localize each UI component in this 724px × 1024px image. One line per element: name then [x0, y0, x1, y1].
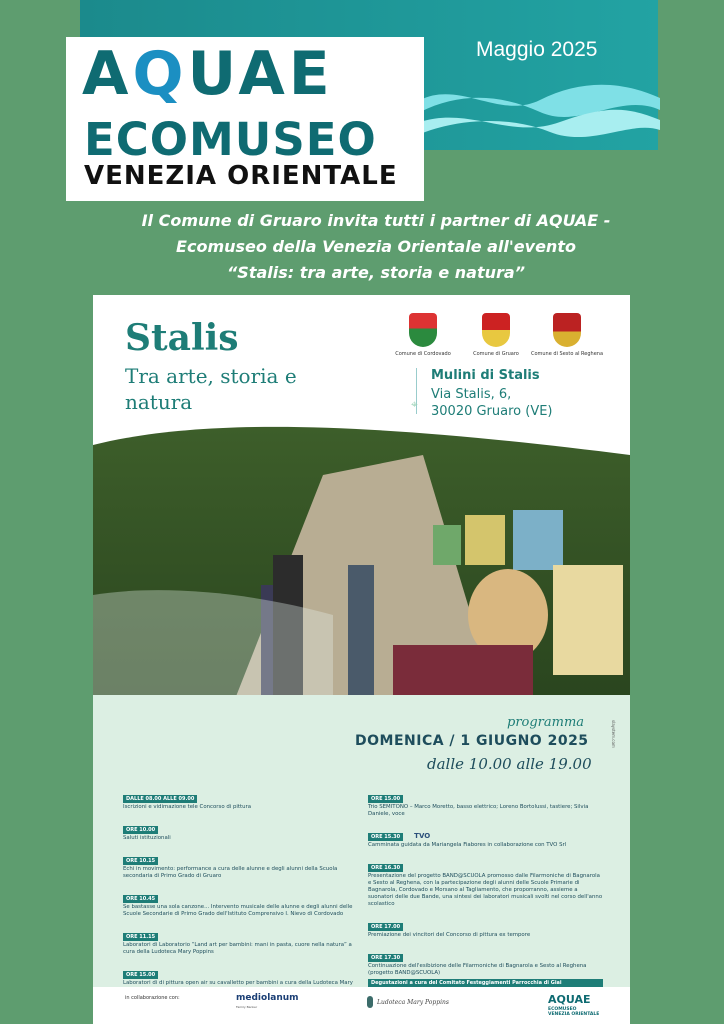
programme-item [123, 923, 363, 956]
programme-desc: Laboratori di di pittura open air su cavalletto per bambini a cura della Ludoteca Mary [123, 980, 353, 986]
poster-title: Stalis [125, 317, 239, 359]
programme-desc: Se bastasse una sola canzone... Intervento musicale delle alunne e degli alunni delle Scuole Secondarie di Primo Grado dell'Istituto Comprensivo I. Nievo di Cordovado [123, 904, 353, 917]
programme-desc: Iscrizioni e vidimazione tele Concorso di pittura [123, 804, 252, 810]
programme-time: ORE 17.30 [368, 954, 403, 962]
crest-label-sesto: Comune di Sesto al Reghena [530, 351, 604, 357]
logo-aquae-text: AQUAE [82, 39, 334, 109]
design-credit: slaystem.com [611, 720, 616, 748]
programme-item [368, 944, 603, 987]
programme-desc: Echi in movimento: performance a cura delle alunne e degli alunni della Scuola secondaria di Primo Grado di Gruaro [123, 866, 338, 879]
programme-item [368, 913, 603, 939]
umbrella-icon [367, 996, 373, 1008]
programme-desc: Presentazione del progetto BAND@SCUOLA promosso dalle Filarmoniche di Bagnarola e Sesto al Reghena, con la partecipazione degli alunni delle Scuole Primarie di Bagnarola, Cordovado e Morsano al Tagliamento, che proporranno, assieme a suonatori delle due Bande, una sintesi dei laboratori musicali svolti nel corso dell'anno scolastico [368, 873, 603, 907]
programme-time: ORE 16.30 [368, 864, 403, 872]
programme-time: ORE 11.15 [123, 933, 158, 941]
crest-label-cordovado: Comune di Cordovado [395, 351, 451, 357]
programme-time: ORE 10.45 [123, 895, 158, 903]
collab-label: in collaborazione con: [125, 995, 180, 1001]
sponsor-mediolanum-sub: Family Banker [236, 1005, 258, 1009]
programme-item [368, 785, 603, 818]
wave-decoration [420, 70, 660, 150]
crest-cordovado-icon [409, 313, 437, 347]
event-date: DOMENICA / 1 GIUGNO 2025 [355, 733, 589, 749]
crest-gruaro-icon [482, 313, 510, 347]
event-hours: dalle 10.00 alle 19.00 [427, 755, 592, 773]
venue-address-line-2: 30020 Gruaro (VE) [431, 404, 553, 419]
closing-banner: Degustazioni a cura del Comitato Festeggiamenti Parrocchia di Giai [368, 979, 603, 987]
programme-item [123, 885, 363, 918]
intro-line-3: “Stalis: tra arte, storia e natura” [226, 263, 526, 282]
programme-time: ORE 10.15 [123, 857, 158, 865]
programme-time: ORE 15.00 [368, 795, 403, 803]
sponsor-aquae-sub-2: VENEZIA ORIENTALE [548, 1012, 600, 1017]
programme-item [123, 785, 363, 811]
crest-label-gruaro: Comune di Gruaro [473, 351, 519, 357]
programme-desc: Premiazione dei vincitori del Concorso di pittura ex tempore [368, 932, 531, 938]
crest-sesto-icon [553, 313, 581, 347]
programme-right-column [368, 785, 603, 992]
programme-desc: Laboratori di Laboratorio “Land art per bambini: mani in pasta, cuore nella natura” a cura della Ludoteca Mary Poppins [123, 942, 352, 955]
programme-item [368, 823, 603, 849]
sponsor-aquae-sub [548, 1007, 599, 1017]
programme-time: ORE 10.00 [123, 826, 158, 834]
event-poster [93, 295, 630, 1024]
location-pin-icon: ⌖ [411, 397, 418, 411]
programme-item [368, 854, 603, 908]
programme-heading: programma [507, 715, 585, 730]
programme-desc: Trio SEMITONO – Marco Moretto, basso elettrico; Loreno Bortolussi, tastiere; Silvia Daniele, voce [368, 804, 589, 817]
programme-item [123, 816, 363, 842]
programme-time: ORE 15.30 [368, 833, 403, 841]
intro-text [66, 208, 686, 286]
sponsor-aquae: AQUAE [548, 993, 591, 1006]
sponsor-mediolanum: mediolanum [236, 993, 299, 1003]
issue-date: Maggio 2025 [476, 38, 598, 61]
programme-item [123, 847, 363, 880]
tvo-logo: TVO [414, 832, 431, 840]
logo-ecomuseo-text: ECOMUSEO [84, 113, 377, 166]
programme-desc: Continuazione dell'esibizione delle Filarmoniche di Bagnarola e Sesto al Reghena (progetto BAND@SCUOLA) [368, 963, 587, 976]
logo-venezia-text: VENEZIA ORIENTALE [84, 161, 398, 191]
intro-line-2: Ecomuseo della Venezia Orientale all'evento [176, 237, 576, 256]
programme-time: ORE 15.00 [123, 971, 158, 979]
programme-time: ORE 17.00 [368, 923, 403, 931]
programme-time: DALLE 08.00 ALLE 09.00 [123, 795, 197, 803]
sponsor-aquae-sub-1: ECOMUSEO [548, 1007, 577, 1012]
aquae-logo [66, 37, 424, 201]
venue-address-line-1: Via Stalis, 6, [431, 387, 512, 402]
intro-line-1: Il Comune di Gruaro invita tutti i partner di AQUAE - [141, 211, 611, 230]
programme-desc: Camminata guidata da Mariangela Fiabores in collaborazione con TVO Srl [368, 842, 567, 848]
sponsor-ludoteca: Ludoteca Mary Poppins [377, 999, 449, 1006]
programme-left-column [123, 785, 363, 999]
poster-footer [93, 987, 630, 1024]
venue-name: Mulini di Stalis [431, 368, 540, 383]
poster-subtitle: Tra arte, storia e natura [125, 364, 297, 414]
programme-desc: Saluti istituzionali [123, 835, 171, 841]
